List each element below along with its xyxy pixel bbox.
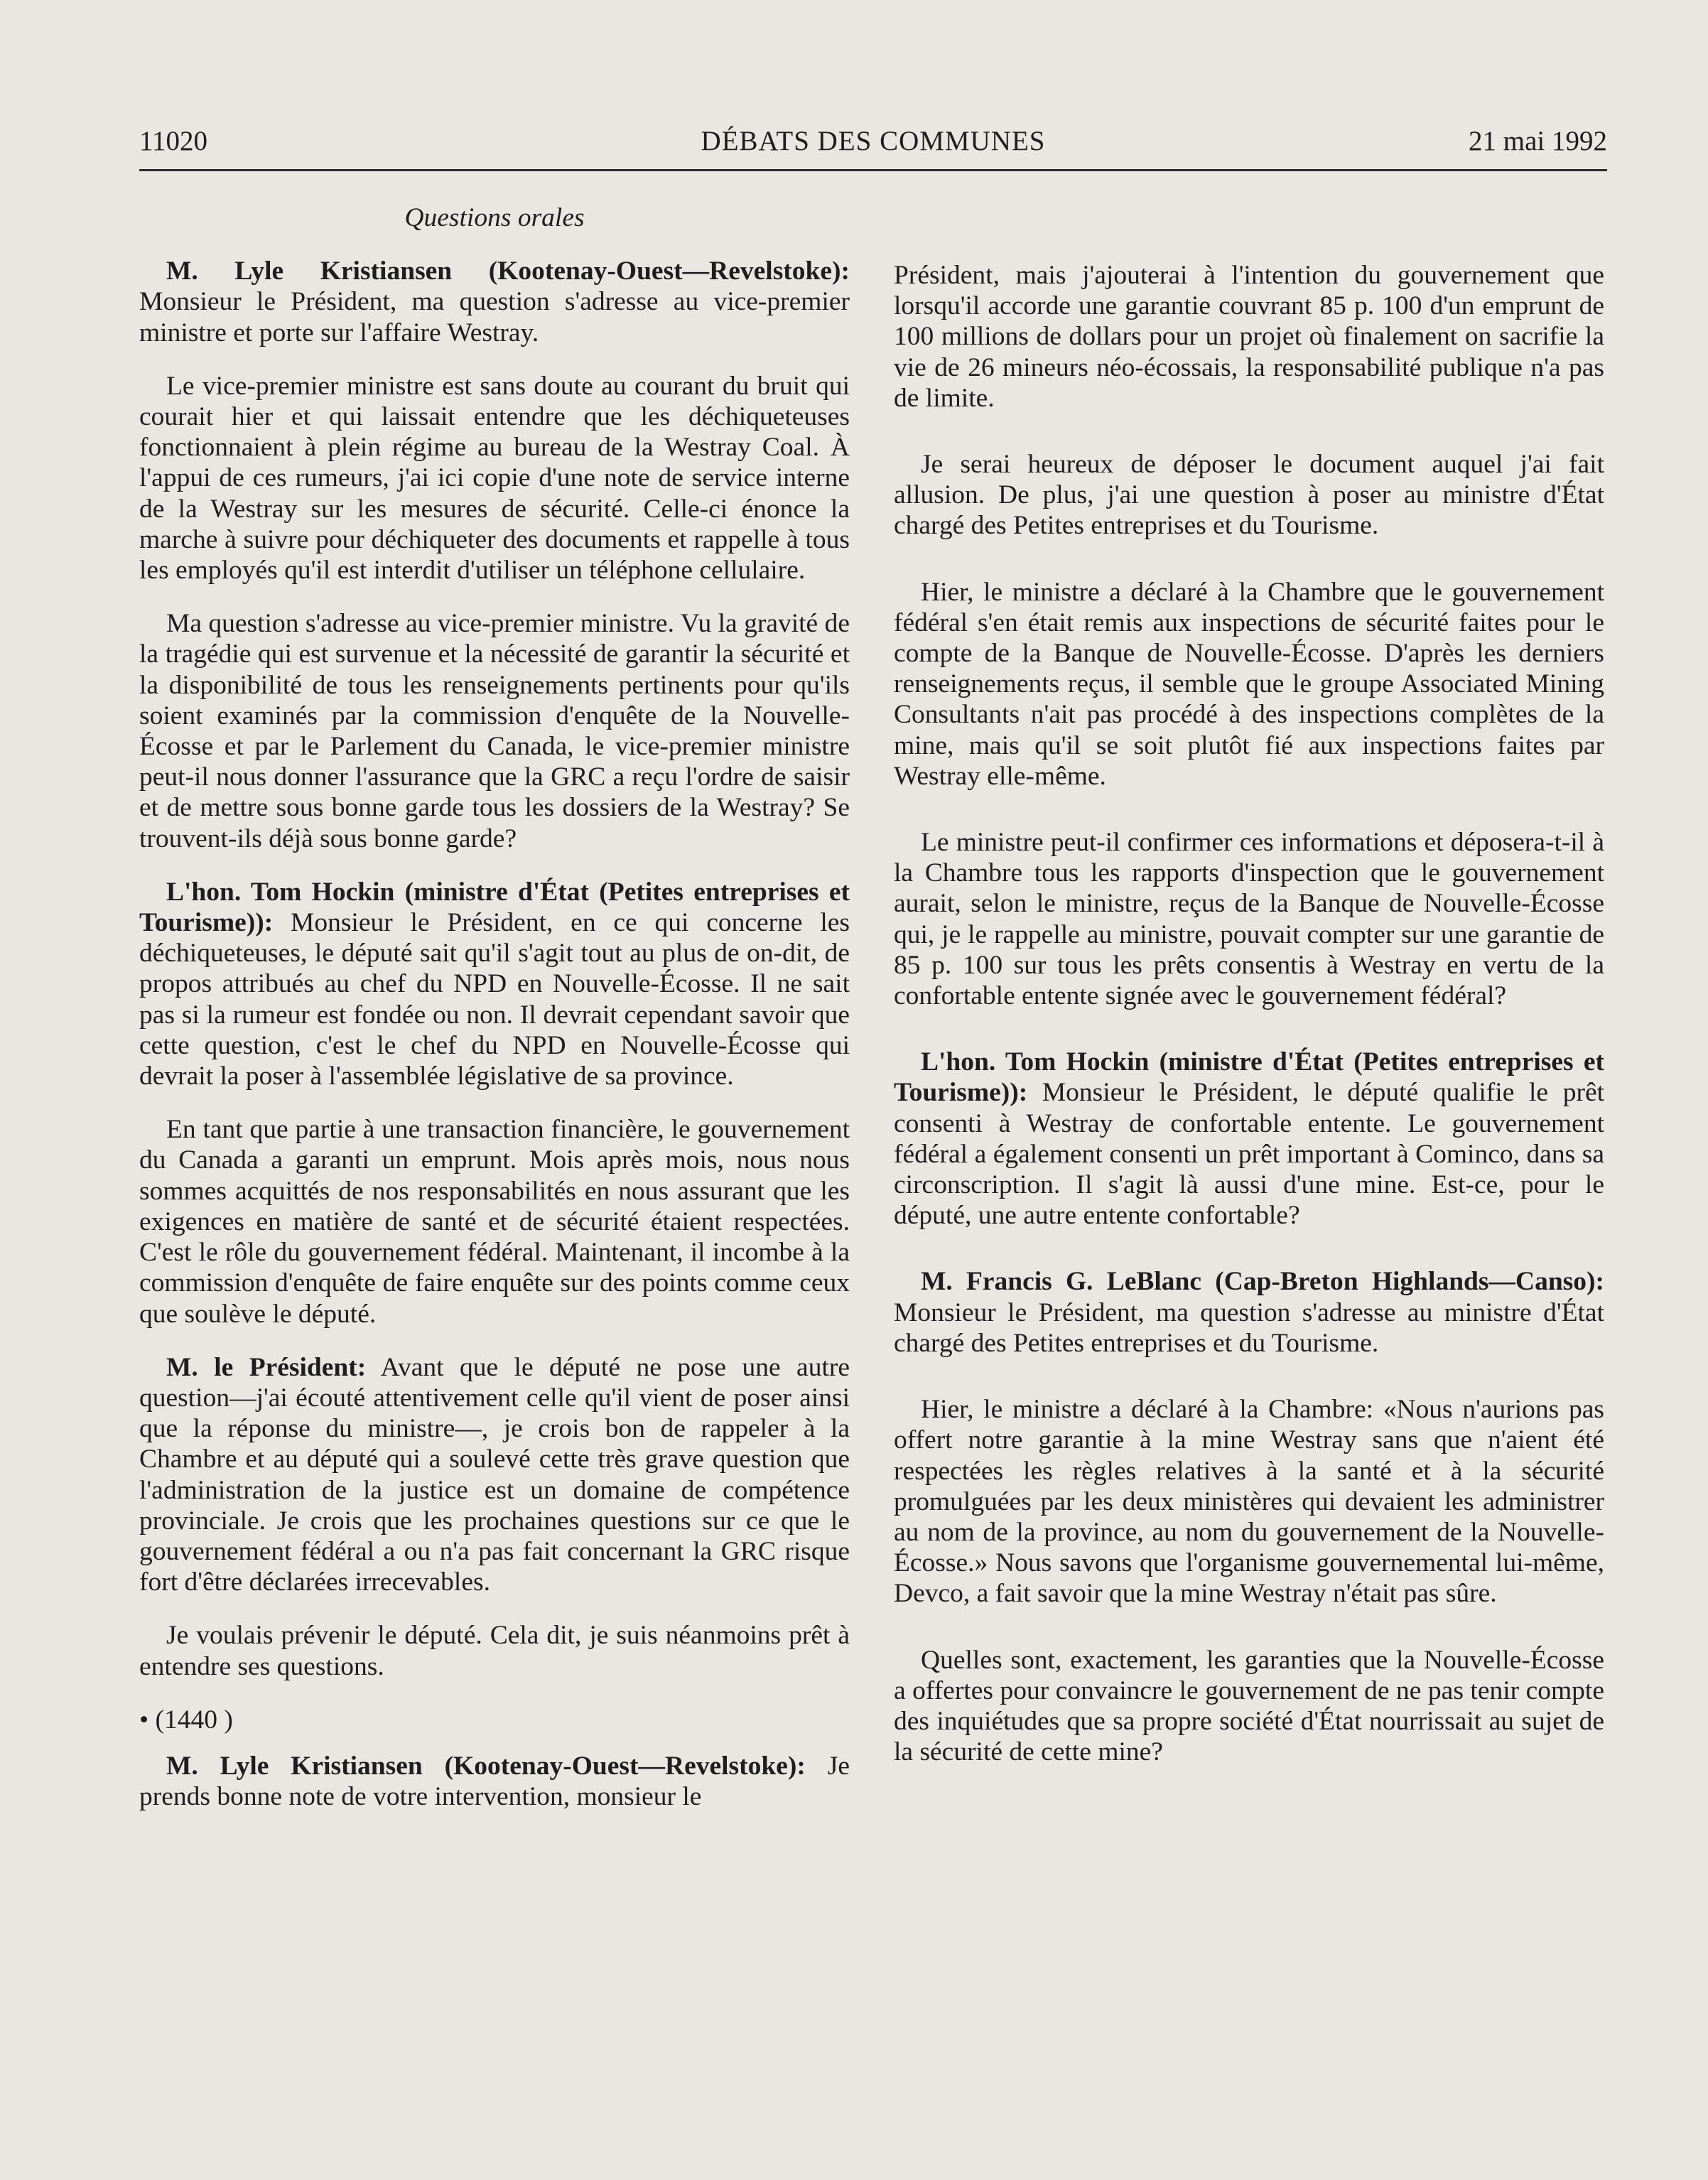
paragraph-text: Monsieur le Président, ma question s'adresse au ministre d'État chargé des Petites entreprises et du Tourisme. [894, 1297, 1604, 1358]
paragraph [894, 1266, 1604, 1359]
speaker-name: M. Francis G. LeBlanc (Cap-Breton Highlands—Canso): [921, 1267, 1604, 1297]
right-column [894, 260, 1604, 1803]
paragraph [139, 1352, 850, 1598]
paragraph-text: Je voulais prévenir le député. Cela dit, je suis néanmoins prêt à entendre ses questions. [139, 1621, 850, 1681]
paragraph [894, 1394, 1604, 1609]
paragraph-text: Le ministre peut-il confirmer ces informations et déposera-t-il à la Chambre tous les rapports d'inspection que le gouvernement aurait, selon le ministre, reçus de la Banque de Nouvelle-Écosse qui, je le rappelle au ministre, pouvait compter sur une garantie de 85 p. 100 sur tous les prêts consentis à Westray en vertu de la confortable entente signée avec le gouvernement fédéral? [894, 828, 1604, 1011]
header-rule [139, 169, 1607, 171]
speaker-name: L'hon. Tom Hockin (ministre d'État (Petites entreprises et Tourisme)): [139, 877, 850, 938]
page-number: 11020 [139, 126, 208, 156]
speaker-name: M. Lyle Kristiansen (Kootenay-Ouest—Revelstoke): [166, 1751, 806, 1781]
paragraph-text: Hier, le ministre a déclaré à la Chambre que le gouvernement fédéral s'en était remis aux inspections de sécurité faites pour le compte de la Banque de Nouvelle-Écosse. D'après les derniers renseignements reçus, il semble que le groupe Associated Mining Consultants n'ait pas procédé à des inspections complètes de la mine, mais qu'il se soit plutôt fié aux inspections faites par Westray elle-même. [894, 577, 1604, 791]
left-column [139, 203, 850, 1835]
time-marker: • (1440 ) [139, 1705, 233, 1734]
section-title: Questions orales [404, 203, 585, 232]
paragraph-text: Monsieur le Président, le député qualifie le prêt consenti à Westray de confortable entente. Le gouvernement fédéral a également consenti un prêt important à Cominco, dans sa circonscription. Il s'agit là aussi d'une mine. Est-ce, pour le député, une autre entente confortable? [894, 1078, 1605, 1231]
paragraph [139, 1620, 850, 1681]
paragraph-text: Je serai heureux de déposer le document auquel j'ai fait allusion. De plus, j'ai une question à poser au ministre d'État chargé des Petites entreprises et du Tourisme. [894, 450, 1604, 541]
speaker-name: M. Lyle Kristiansen (Kootenay-Ouest—Revelstoke): [166, 257, 850, 286]
paragraph-text: En tant que partie à une transaction financière, le gouvernement du Canada a garanti un emprunt. Mois après mois, nous nous sommes acquittés de nos responsabilités en nous assurant que les exigences en matière de santé et de sécurité étaient respectées. C'est le rôle du gouvernement fédéral. Maintenant, il incombe à la commission d'enquête de faire enquête sur des points comme ceux que soulève le député. [139, 1115, 850, 1329]
paragraph-text: Je prends bonne note de votre intervention, monsieur le [139, 1751, 850, 1812]
publication-date: 21 mai 1992 [1469, 126, 1607, 156]
paragraph-text: Avant que le député ne pose une autre question—j'ai écouté attentivement celle qu'il vient de poser ainsi que la réponse du ministre—, je crois bon de rappeler à la Chambre et au député qui a soulevé cette très grave question que l'administration de la justice est un domaine de compétence provinciale. Je crois que les prochaines questions sur ce que le gouvernement fédéral a ou n'a pas fait concernant la GRC risque fort d'être déclarées irrecevables. [139, 1352, 850, 1597]
paragraph-text: Président, mais j'ajouterai à l'intention du gouvernement que lorsqu'il accorde une garantie couvrant 85 p. 100 d'un emprunt de 100 millions de dollars pour un projet où finalement on sacrifie la vie de 26 mineurs néo-écossais, la responsabilité publique n'a pas de limite. [894, 261, 1604, 413]
publication-title: DÉBATS DES COMMUNES [701, 126, 1046, 156]
paragraph [139, 256, 850, 348]
paragraph [894, 449, 1604, 541]
paragraph [894, 577, 1604, 792]
paragraph-text: Monsieur le Président, ma question s'adresse au vice-premier ministre et porte sur l'affaire Westray. [139, 287, 850, 347]
paragraph-text: Quelles sont, exactement, les garanties que la Nouvelle-Écosse a offertes pour convaincre le gouvernement de ne pas tenir compte des inquiétudes que sa propre société d'État nourrissait au sujet de la sécurité de cette mine? [894, 1645, 1604, 1767]
page-header [139, 125, 1607, 162]
paragraph [894, 1645, 1604, 1768]
paragraph [894, 827, 1604, 1011]
paragraph [894, 260, 1604, 414]
paragraph [894, 1047, 1604, 1231]
paragraph-text: Ma question s'adresse au vice-premier ministre. Vu la gravité de la tragédie qui est survenue et la nécessité de garantir la sécurité et la disponibilité de tous les renseignements pertinents pour qu'ils soient examinés par la commission d'enquête de la Nouvelle-Écosse et par le Parlement du Canada, le vice-premier ministre peut-il nous donner l'assurance que la GRC a reçu l'ordre de saisir et de mettre sous bonne garde tous les dossiers de la Westray? Se trouvent-ils déjà sous bonne garde? [139, 609, 850, 853]
speaker-name: M. le Président: [166, 1352, 367, 1382]
paragraph [139, 371, 850, 586]
speaker-name: L'hon. Tom Hockin (ministre d'État (Petites entreprises et Tourisme)): [894, 1047, 1604, 1108]
paragraph-text: Hier, le ministre a déclaré à la Chambre: «Nous n'aurions pas offert notre garantie à la mine Westray sans que n'aient été respectées les règles relatives à la santé et à la sécurité promulguées par les deux ministères qui devaient les administrer au nom de la province, au nom du gouvernement de la Nouvelle-Écosse.» Nous savons que l'organisme gouvernemental lui-même, Devco, a fait savoir que la mine Westray n'était pas sûre. [894, 1395, 1604, 1609]
paragraph [139, 1751, 850, 1812]
paragraph [139, 608, 850, 854]
paragraph-text: Monsieur le Président, en ce qui concerne les déchiqueteuses, le député sait qu'il s'agit tout au plus de on-dit, de propos attribués au chef du NPD en Nouvelle-Écosse. Il ne sait pas si la rumeur est fondée ou non. Il devrait cependant savoir que cette question, c'est le chef du NPD en Nouvelle-Écosse qui devrait la poser à l'assemblée législative de sa province. [139, 908, 850, 1091]
paragraph-text: Le vice-premier ministre est sans doute au courant du bruit qui courait hier et qui laissait entendre que les déchiqueteuses fonctionnaient à plein régime au bureau de la Westray Coal. À l'appui de ces rumeurs, j'ai ici copie d'une note de service interne de la Westray sur les mesures de sécurité. Celle-ci énonce la marche à suivre pour déchiqueter des documents et rappelle à tous les employés qu'il est interdit d'utiliser un téléphone cellulaire. [139, 371, 850, 586]
paragraph [139, 1114, 850, 1329]
paragraph [139, 877, 850, 1091]
